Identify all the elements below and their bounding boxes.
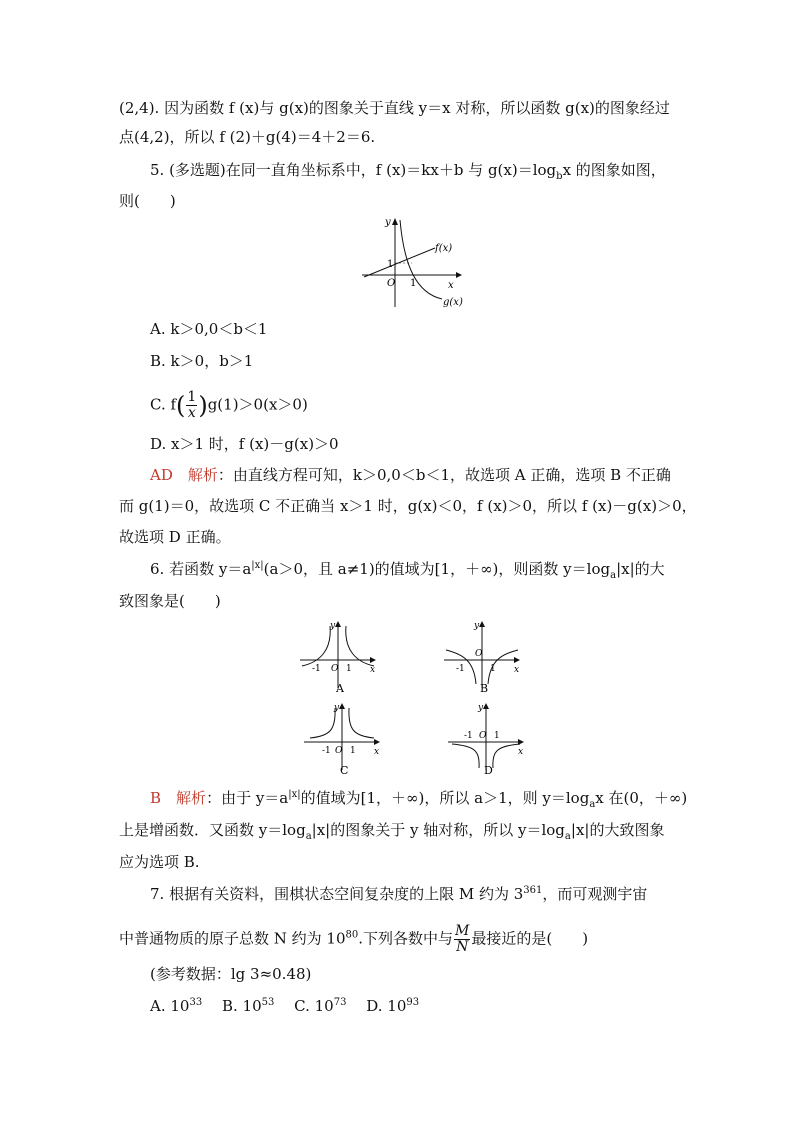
q6-explanation-line-1: B 解析：由于 $y=a^{|x|}$的值域为[1，＋∞)，所以 a＞1，则 $y=\log_ax$ 在(0，＋∞) xyxy=(150,789,688,810)
q7-option-c: C. $10^{73}$ xyxy=(294,997,347,1015)
g-label: g(x) xyxy=(443,297,463,308)
q6-graph-a xyxy=(298,620,378,695)
q5-explanation-line-3: 故选项 D 正确。 xyxy=(119,528,231,546)
q5-option-d: D. x＞1 时，f (x)－g(x)＞0 xyxy=(150,435,339,453)
svg-text:-1: -1 xyxy=(322,746,331,756)
svg-text:y: y xyxy=(474,621,480,631)
q5-stem-line-2: 则( ) xyxy=(119,192,176,210)
svg-text:1: 1 xyxy=(350,746,356,756)
q5-graph xyxy=(360,215,470,310)
q6-graph-b xyxy=(442,620,522,695)
fraction-1-over-x: $\frac{1}{x}$ xyxy=(187,389,197,421)
one-x-label: 1 xyxy=(410,278,417,289)
svg-text:x: x xyxy=(374,747,380,757)
q7-option-d: D. $10^{93}$ xyxy=(366,997,420,1015)
q6-stem-line-1: 6. 若函数 $y=a^{|x|}(a>0$，且 a≠1)的值域为[1，＋∞)，则函数 $y=\log_a|x|$的大 xyxy=(150,560,665,581)
f-label: f(x) xyxy=(435,243,453,254)
q5-stem-line-1: 5. (多选题)在同一直角坐标系中，f (x)＝kx＋b 与 $g(x)=\log_bx$ 的图象如图， xyxy=(150,161,666,182)
q5-option-a: A. k＞0,0＜b＜1 xyxy=(150,320,268,338)
origin-label: O xyxy=(387,278,396,289)
q7-options xyxy=(150,996,419,1016)
q6-explanation-label: 解析 xyxy=(176,789,207,807)
q6-answer: B xyxy=(150,789,162,807)
svg-text:x: x xyxy=(514,665,520,675)
q5-option-b: B. k＞0，b＞1 xyxy=(150,352,254,370)
graph-d-label: D xyxy=(484,764,493,777)
svg-text:1: 1 xyxy=(490,664,496,674)
intro-line-1: (2,4). 因为函数 f (x)与 g(x)的图象关于直线 y＝x 对称，所以函数 g(x)的图象经过 xyxy=(119,99,670,117)
svg-text:-1: -1 xyxy=(464,731,473,741)
q6-explanation-line-3: 应为选项 B. xyxy=(119,853,200,871)
q5-option-c: C. f( $\frac{1}{x}$ )g(1)＞0(x＞0) xyxy=(150,389,308,421)
q7-reference-data: (参考数据：lg 3≈0.48) xyxy=(150,965,312,983)
intro-line-2: 点(4,2)，所以 f (2)＋g(4)＝4＋2＝6. xyxy=(119,128,376,146)
q7-stem-line-1: 7. 根据有关资料，围棋状态空间复杂度的上限 M 约为 $3^{361}$，而可观测宇宙 xyxy=(150,885,648,903)
q7-option-a: A. $10^{33}$ xyxy=(150,997,203,1015)
svg-text:1: 1 xyxy=(494,731,500,741)
q6-graph-c xyxy=(302,702,382,777)
svg-text:O: O xyxy=(331,664,339,674)
svg-text:y: y xyxy=(334,703,340,713)
f-line xyxy=(364,248,435,277)
graph-c-label: C xyxy=(340,764,349,777)
q7-option-b: B. $10^{53}$ xyxy=(221,997,275,1015)
q7-stem-line-2: 中普通物质的原子总数 N 约为 $10^{80}$.下列各数中与 $\frac{M}{N}$ 最接近的是( ) xyxy=(119,923,589,955)
x-label: x xyxy=(448,280,454,291)
q5-explanation-label: 解析 xyxy=(187,466,218,484)
svg-text:-1: -1 xyxy=(456,664,465,674)
q5-explanation-line-2: 而 g(1)＝0，故选项 C 不正确当 x＞1 时，g(x)＜0，f (x)＞0，所以 f (x)－g(x)＞0， xyxy=(119,497,697,515)
y-label: y xyxy=(385,217,391,228)
one-y-label: 1 xyxy=(387,259,394,270)
q5-explanation-line-1: AD 解析：由直线方程可知，k＞0,0＜b＜1，故选项 A 正确，选项 B 不正确 xyxy=(150,466,671,484)
q6-explanation-line-2: 上是增函数．又函数 $y=\log_a|x|$的图象关于 y 轴对称，所以 $y=\log_a|x|$的大致图象 xyxy=(119,821,665,842)
q5-answer: AD xyxy=(150,466,173,484)
svg-text:1: 1 xyxy=(346,664,352,674)
svg-text:O: O xyxy=(475,649,483,659)
svg-text:x: x xyxy=(370,665,376,675)
fraction-m-over-n: $\frac{M}{N}$ xyxy=(455,923,470,955)
svg-text:O: O xyxy=(479,731,487,741)
graph-b-label: B xyxy=(480,682,489,695)
svg-text:y: y xyxy=(330,621,336,631)
svg-text:-1: -1 xyxy=(312,664,321,674)
graph-a-label: A xyxy=(336,682,344,695)
svg-text:y: y xyxy=(478,703,484,713)
svg-text:O: O xyxy=(335,746,343,756)
svg-text:x: x xyxy=(518,747,524,757)
q6-stem-line-2: 致图象是( ) xyxy=(119,592,221,610)
q6-graph-d xyxy=(446,702,526,777)
